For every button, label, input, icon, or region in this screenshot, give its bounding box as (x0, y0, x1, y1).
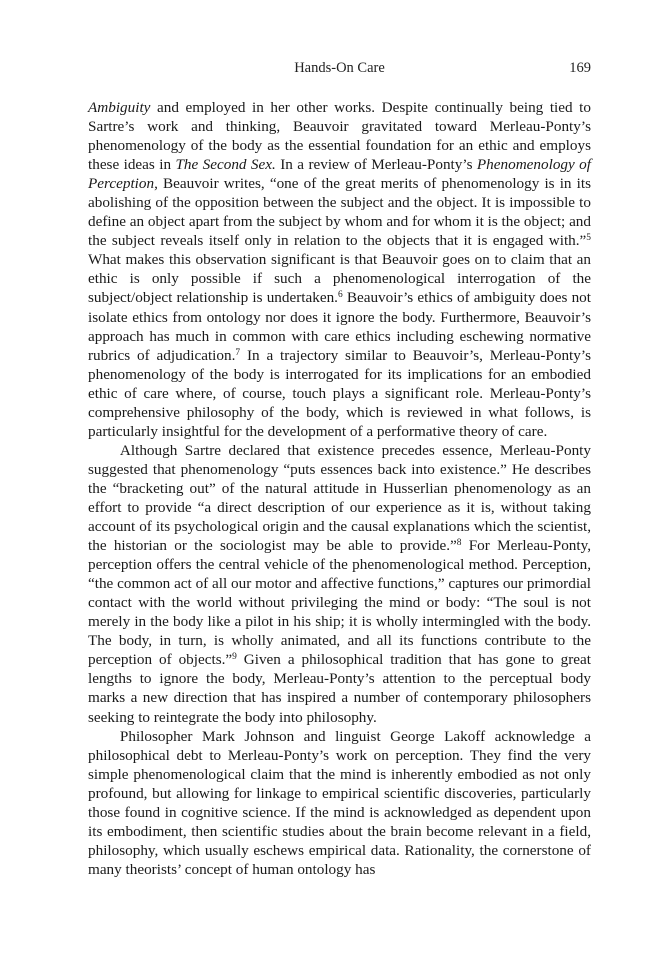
footnote-marker: 7 (235, 347, 241, 358)
text-run: For Merleau-Ponty, perception offers the central vehicle of the phenomenological method. Perception, “the common act of all our motor and affective functions,” captures our primordial contact with the world without privileging the mind or body: “The soul is not merely in the body like a pilot in his ship; it is wholly intermingled with the body. The body, in turn, is wholly animated, and all its functions contribute to the perception of objects.” (88, 537, 591, 669)
text-run: Although Sartre declared that existence precedes essence, Merleau-Ponty suggested that phenomenology “puts essences back into existence.” He describes the “bracketing out” of the natural attitude in Husserlian phenomenology as an effort to provide “a direct description of our experience as it is, without taking account of its psychological origin and the causal explanations which the scientist, the historian or the sociologist may be able to provide.” (88, 441, 591, 555)
footnote-marker: 5 (586, 233, 591, 244)
italic-title-phenomenology-of-perception: Phenomenology of Perception (88, 156, 591, 193)
text-run: In a trajectory similar to Beauvoir’s, Merleau-Ponty’s phenomenology of the body is interrogated for its implications for an embodied ethic of care where, of course, touch plays a significant role. Merleau-Ponty’s comprehensive philosophy of the body, which is reviewed in what follows, is particularly insightful for the development of a performative theory of care. (88, 346, 591, 440)
paragraph-3 (88, 727, 591, 879)
text-run: What makes this observation significant is that Beauvoir goes on to claim that an ethic is only possible if such a phenomenological interrogation of the subject/object relationship is undertaken. (88, 251, 591, 307)
italic-title-the-second-sex: The Second Sex. (175, 156, 276, 174)
page-number: 169 (569, 60, 591, 76)
footnote-marker: 8 (456, 537, 462, 548)
text-run: Philosopher Mark Johnson and linguist George Lakoff acknowledge a philosophical debt to Merleau-Ponty’s work on perception. They find the very simple phenomenological claim that the mind is inherently embodied as not only profound, but allowing for linkage to empirical scientific discoveries, particularly those found in cognitive science. If the mind is acknowledged as dependent upon its embodiment, then scientific studies about the brain become relevant in a field, philosophy, which usually eschews empirical data. Rationality, the cornerstone of many theorists’ concept of human ontology has (88, 727, 591, 878)
text-run: Beauvoir’s ethics of ambiguity does not isolate ethics from ontology nor does it ignore the body. Furthermore, Beauvoir’s approach has much in common with care ethics including eschewing normative rubrics of adjudication. (88, 289, 591, 364)
footnote-marker: 9 (232, 652, 237, 663)
text-run: , Beauvoir writes, “one of the great merits of phenomenology is in its abolishing of the opposition between the subject and the object. It is impossible to define an object apart from the subject by whom and for whom it is the object; and the subject reveals itself only in relation to the objects that it is engaged with.” (88, 175, 591, 250)
running-header (88, 60, 591, 78)
body-text (88, 98, 591, 879)
text-run: Given a philosophical tradition that has gone to great lengths to ignore the body, Merleau-Ponty’s attention to the perceptual body marks a new direction that has inspired a number of contemporary philosophers seeking to reintegrate the body into philosophy. (88, 651, 591, 726)
italic-title-ambiguity: Ambiguity (88, 99, 151, 116)
text-run: In a review of Merleau-Ponty’s (275, 156, 477, 174)
running-title: Hands-On Care (294, 60, 385, 76)
footnote-marker: 6 (337, 290, 343, 301)
paragraph-2 (88, 441, 591, 727)
paragraph-1 (88, 98, 591, 441)
text-run: and employed in her other works. Despite continually being tied to Sartre’s work and thinking, Beauvoir gravitated toward Merleau-Ponty’s phenomenology of the body as the essential foundation for an ethic and employs these ideas in (88, 99, 591, 174)
